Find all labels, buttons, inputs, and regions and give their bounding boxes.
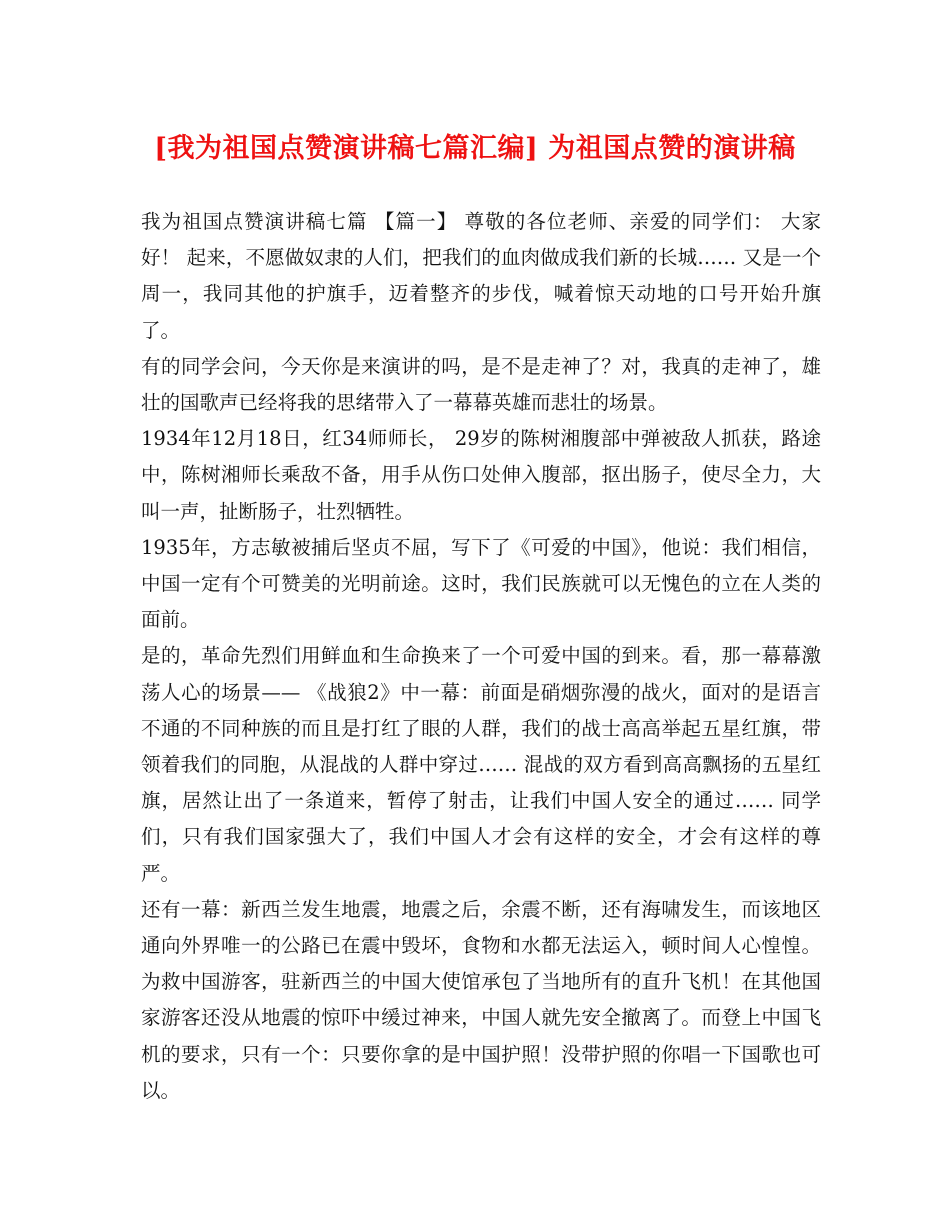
paragraph-4: 1935年，方志敏被捕后坚贞不屈，写下了《可爱的中国》，他说：我们相信，中国一定有个可赞美的光明前途。这时，我们民族就可以无愧色的立在人类的面前。 — [141, 535, 821, 632]
document-title: [我为祖国点赞演讲稿七篇汇编] 为祖国点赞的演讲稿 — [154, 133, 796, 164]
paragraph-3: 1934年12月18日，红34师师长， 29岁的陈树湘腹部中弹被敌人抓获，路途中，陈树湘师长乘敌不备，用手从伤口处伸入腹部，抠出肠子，使尽全力，大叫一声，扯断肠子，壮烈牺牲。 — [141, 427, 821, 523]
document-body — [141, 204, 821, 1109]
paragraph-2: 有的同学会问，今天你是来演讲的吗，是不是走神了？对，我真的走神了，雄壮的国歌声已经将我的思绪带入了一幕幕英雄而悲壮的场景。 — [141, 354, 821, 415]
paragraph-5: 是的，革命先烈们用鲜血和生命换来了一个可爱中国的到来。看，那一幕幕激荡人心的场景—— 《战狼2》中一幕：前面是硝烟弥漫的战火，面对的是语言不通的不同种族的而且是打红了眼的人群，我们的战士高高举起五星红旗，带领着我们的同胞，从混战的人群中穿过…… 混战的双方看到高高飘扬的五星红旗，居然让出了一条道来，暂停了射击，让我们中国人安全的通过…… 同学们，只有我们国家强大了，我们中国人才会有这样的安全，才会有这样的尊严。 — [141, 644, 821, 885]
paragraph-6: 还有一幕：新西兰发生地震，地震之后，余震不断，还有海啸发生，而该地区通向外界唯一的公路已在震中毁坏，食物和水都无法运入，顿时间人心惶惶。为救中国游客，驻新西兰的中国大使馆承包了当地所有的直升飞机！在其他国家游客还没从地震的惊吓中缓过神来，中国人就先安全撤离了。而登上中国飞机的要求，只有一个：只要你拿的是中国护照！没带护照的你唱一下国歌也可以。 — [141, 897, 821, 1102]
paragraph-1: 我为祖国点赞演讲稿七篇 【篇一】 尊敬的各位老师、亲爱的同学们： 大家好！ 起来，不愿做奴隶的人们，把我们的血肉做成我们新的长城…… 又是一个周一，我同其他的护旗手，迈着整齐的步伐，喊着惊天动地的口号开始升旗了。 — [141, 210, 821, 342]
